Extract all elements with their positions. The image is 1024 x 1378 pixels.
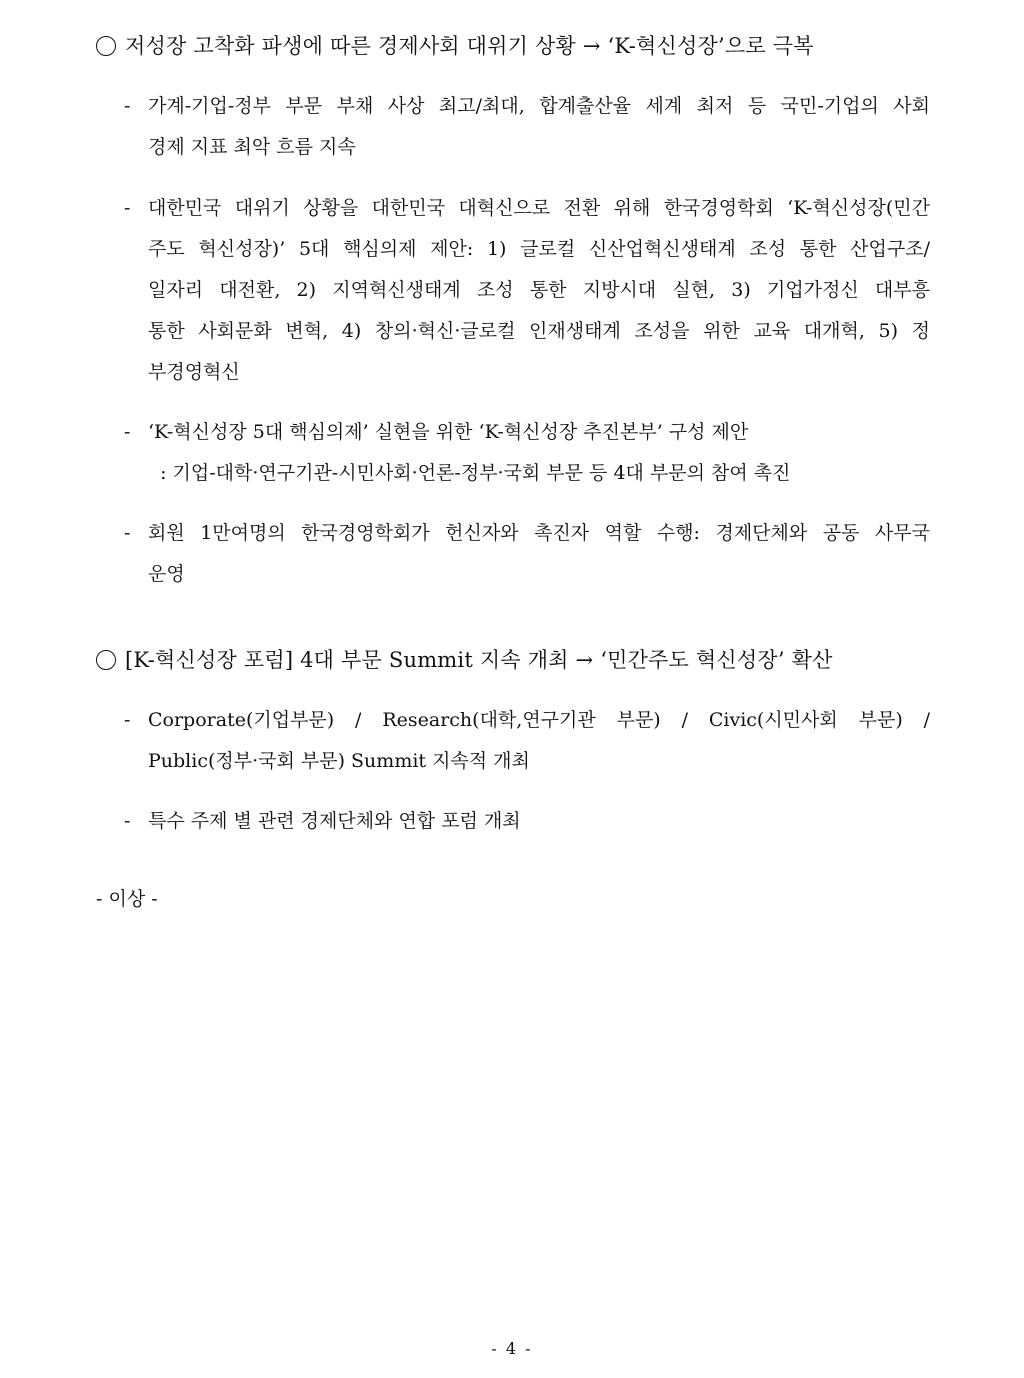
- dash-marker: -: [124, 810, 131, 832]
- bullet-line: 운영: [148, 563, 185, 585]
- bullet-line: 일자리 대전환, 2) 지역혁신생태계 조성 통한 지방시대 실현, 3) 기업가정신 대부흥: [148, 279, 930, 301]
- circle-bullet-icon: [96, 36, 116, 56]
- dash-marker: -: [124, 421, 131, 443]
- bullet-line: ‘K-혁신성장 5대 핵심의제’ 실현을 위한 ‘K-혁신성장 추진본부’ 구성 제안: [148, 421, 749, 443]
- bullet-item: [124, 86, 930, 168]
- bullet-item: [124, 801, 930, 842]
- closing-mark: - 이상 -: [96, 888, 158, 910]
- dash-marker: -: [124, 197, 131, 219]
- bullet-line: Public(정부·국회 부문) Summit 지속적 개최: [148, 750, 530, 772]
- bullet-line: 부경영혁신: [148, 361, 240, 383]
- bullet-item: [124, 412, 930, 494]
- bullet-item: [124, 188, 930, 393]
- circle-bullet-icon: [96, 650, 116, 670]
- bullet-line: 주도 혁신성장)’ 5대 핵심의제 제안: 1) 글로컬 신산업혁신생태계 조성 통한 산업구조/: [148, 238, 930, 260]
- bullet-line: Corporate(기업부문) / Research(대학,연구기관 부문) / Civic(시민사회 부문) /: [148, 709, 930, 731]
- bullet-line: 경제 지표 최악 흐름 지속: [148, 136, 356, 158]
- bullet-line: 가계-기업-정부 부문 부채 사상 최고/최대, 합계출산율 세계 최저 등 국민-기업의 사회: [148, 95, 930, 117]
- section-heading-text: 저성장 고착화 파생에 따른 경제사회 대위기 상황 → ‘K-혁신성장’으로 극복: [125, 34, 814, 58]
- section-heading-1: [96, 30, 814, 60]
- bullet-item: [124, 700, 930, 782]
- bullet-line: : 기업-대학·연구기관-시민사회·언론-정부·국회 부문 등 4대 부문의 참여 촉진: [148, 462, 791, 484]
- dash-marker: -: [124, 522, 131, 544]
- bullet-line: 대한민국 대위기 상황을 대한민국 대혁신으로 전환 위해 한국경영학회 ‘K-혁신성장(민간: [148, 197, 930, 219]
- section-heading-text: [K-혁신성장 포럼] 4대 부문 Summit 지속 개최 → ‘민간주도 혁신성장’ 확산: [125, 648, 833, 672]
- bullet-line: 회원 1만여명의 한국경영학회가 헌신자와 촉진자 역할 수행: 경제단체와 공동 사무국: [148, 522, 930, 544]
- bullet-line: 특수 주제 별 관련 경제단체와 연합 포럼 개최: [148, 810, 521, 832]
- bullet-line: 통한 사회문화 변혁, 4) 창의·혁신·글로컬 인재생태계 조성을 위한 교육 대개혁, 5) 정: [148, 320, 930, 342]
- dash-marker: -: [124, 95, 131, 117]
- bullet-item: [124, 513, 930, 595]
- dash-marker: -: [124, 709, 131, 731]
- page-number: - 4 -: [491, 1339, 533, 1358]
- section-heading-2: [96, 644, 833, 674]
